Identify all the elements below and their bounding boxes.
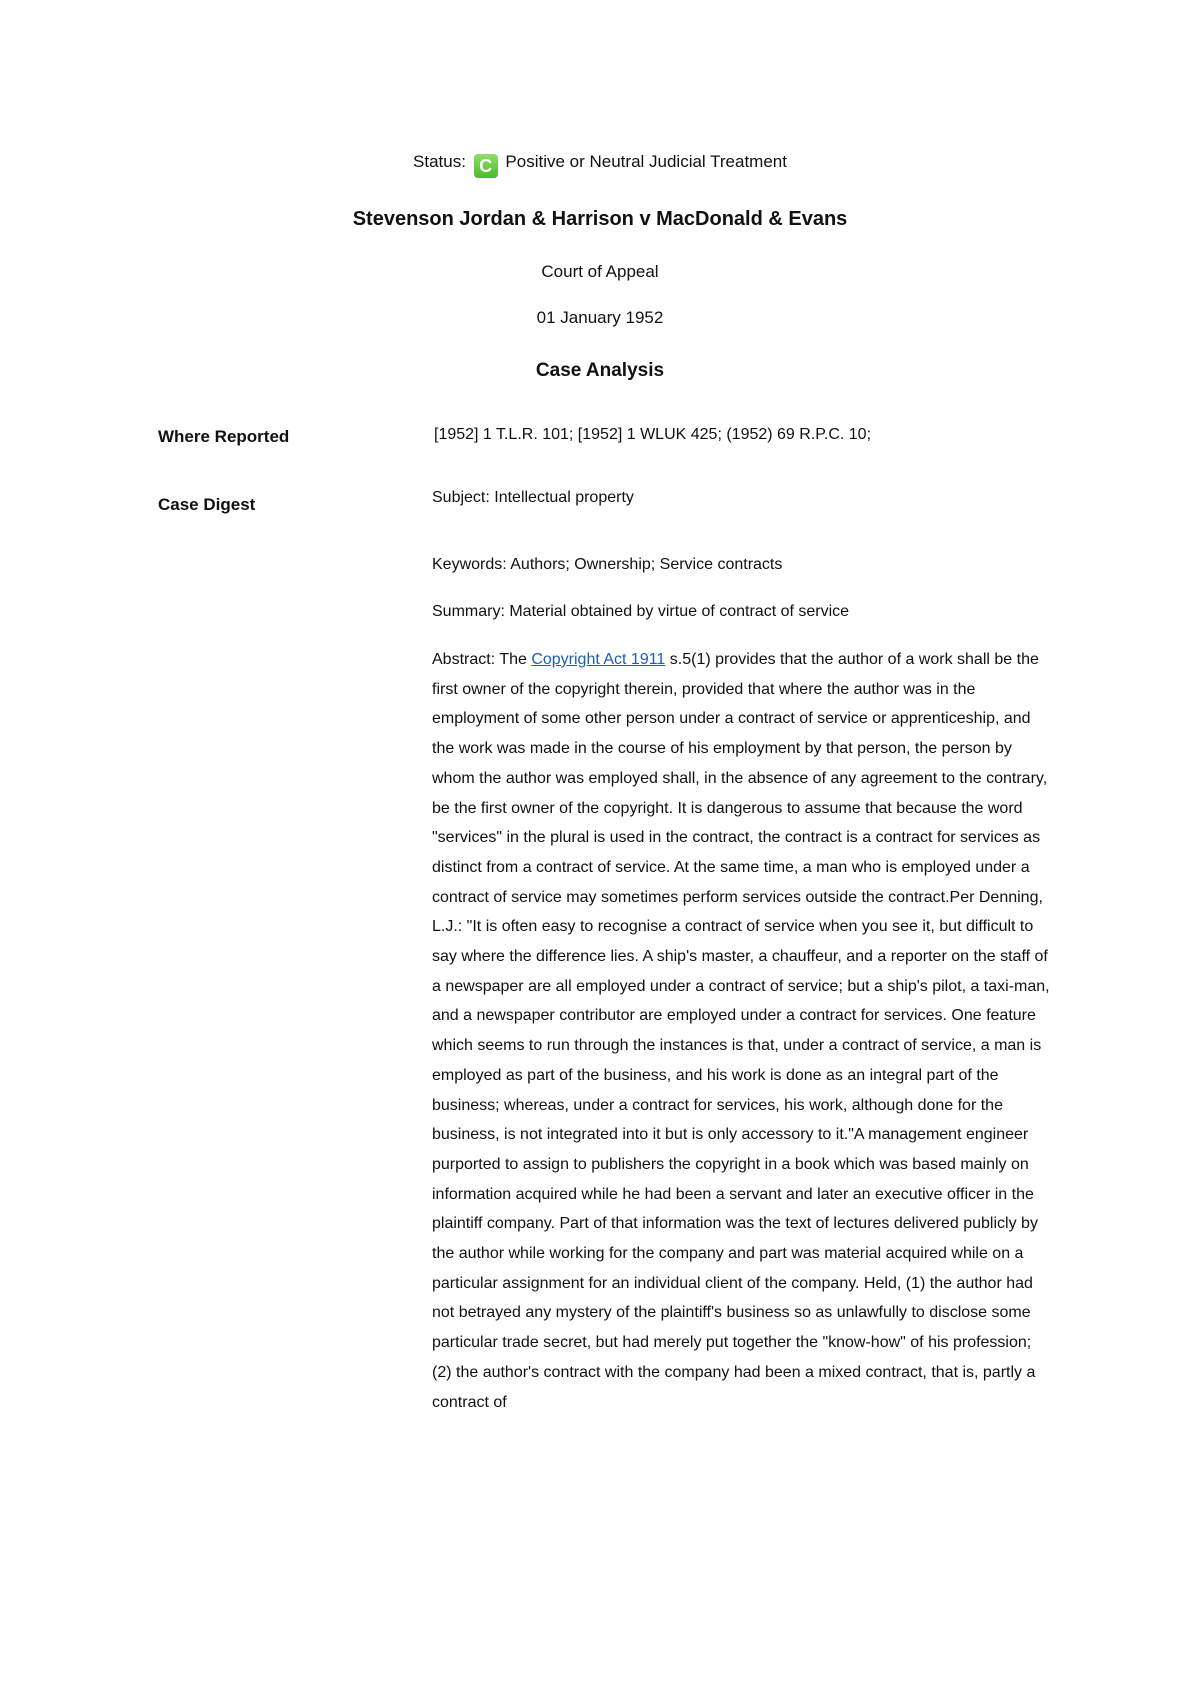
status-green-c-icon: C: [474, 154, 498, 178]
case-date: 01 January 1952: [536, 308, 664, 327]
case-title: Stevenson Jordan & Harrison v MacDonald & Evans: [352, 208, 848, 230]
status-line: [0, 150, 1200, 178]
digest-summary: Summary: Material obtained by virtue of contract of service: [432, 603, 850, 620]
abstract-prefix: Abstract: The: [432, 651, 532, 668]
where-reported-value: [1952] 1 T.L.R. 101; [1952] 1 WLUK 425; (1952) 69 R.P.C. 10;: [434, 426, 872, 443]
status-label: Status:: [413, 152, 466, 171]
court-name: Court of Appeal: [541, 262, 659, 281]
section-heading: Case Analysis: [535, 360, 665, 381]
case-digest-label: Case Digest: [158, 495, 256, 514]
where-reported-label: Where Reported: [158, 427, 290, 446]
digest-abstract: [432, 645, 1052, 1417]
status-text: Positive or Neutral Judicial Treatment: [505, 152, 787, 171]
copyright-act-link[interactable]: Copyright Act 1911: [531, 651, 666, 668]
digest-subject: Subject: Intellectual property: [432, 489, 634, 506]
digest-keywords: Keywords: Authors; Ownership; Service contracts: [432, 556, 783, 573]
abstract-body: s.5(1) provides that the author of a work shall be the first owner of the copyright therein, provided that where the author was in the employment of some other person under a contract of service or apprenticeship, and the work was made in the course of his employment by that person, the person by whom the author was employed shall, in the absence of any agreement to the contrary, be the first owner of the copyright. It is dangerous to assume that because the word "services" in the plural is used in the contract, the contract is a contract for services as distinct from a contract of service. At the same time, a man who is employed under a contract of service may sometimes perform services outside the contract.Per Denning, L.J.: "It is often easy to recognise a contract of service when you see it, but difficult to say where the difference lies. A ship's master, a chauffeur, and a reporter on the staff of a newspaper are all employed under a contract of service; but a ship's pilot, a taxi-man, and a newspaper contributor are employed under a contract for services. One feature which seems to run through the instances is that, under a contract of service, a man is employed as part of the business, and his work is done as an integral part of the business; whereas, under a contract for services, his work, although done for the business, is not integrated into it but is only accessory to it."A management engineer purported to assign to publishers the copyright in a book which was based mainly on information acquired while he had been a servant and later an executive officer in the plaintiff company. Part of that information was the text of lectures delivered publicly by the author while working for the company and part was material acquired while on a particular assignment for an individual client of the company. Held, (1) the author had not betrayed any mystery of the plaintiff's business so as unlawfully to disclose some particular trade secret, but had merely put together the "know-how" of his profession; (2) the author's contract with the company had been a mixed contract, that is, partly a contract of: [432, 651, 1050, 1411]
